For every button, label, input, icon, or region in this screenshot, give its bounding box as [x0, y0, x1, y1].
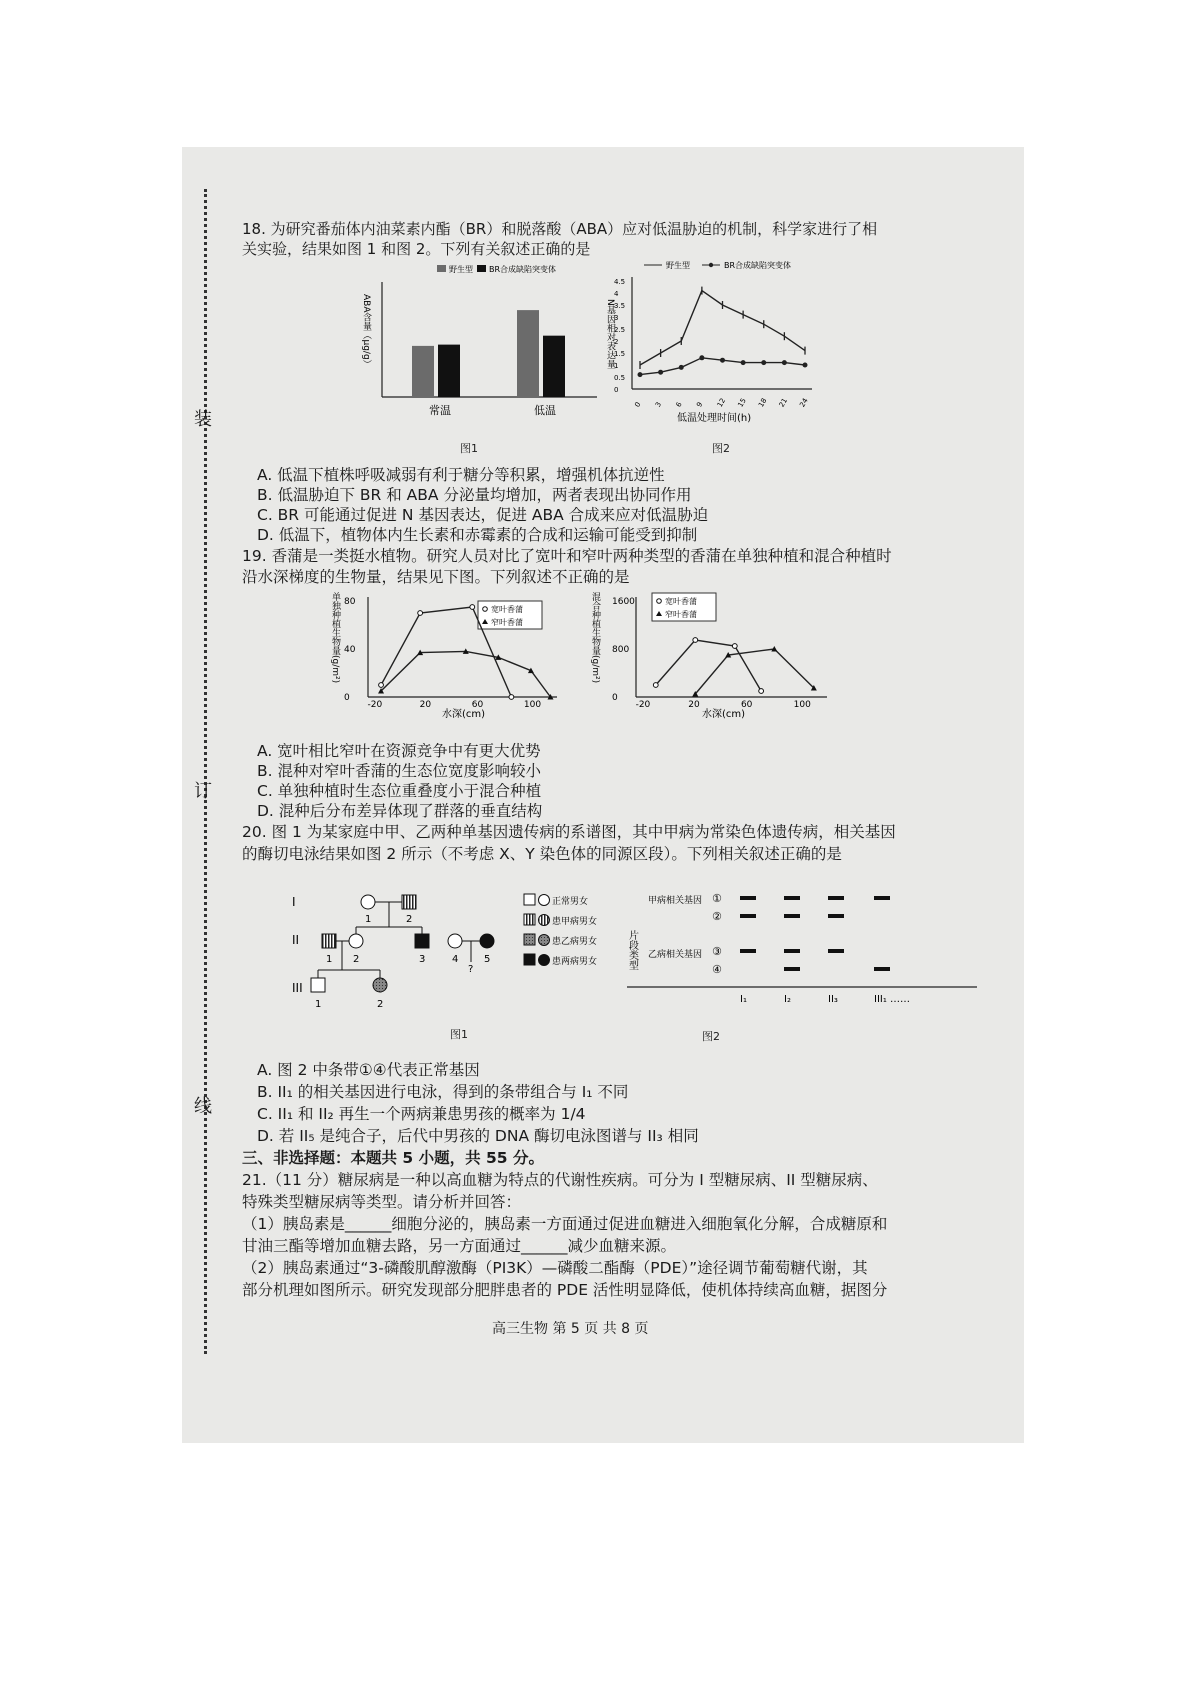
gen-II: II: [292, 933, 300, 947]
lane-label-1: I₁: [740, 994, 747, 1005]
gel-band: [740, 896, 756, 900]
data-point: [638, 372, 643, 377]
data-point-wide: [653, 683, 658, 688]
III1-male-normal: [311, 978, 325, 992]
y-tick-label: 1.5: [614, 350, 626, 358]
legend-female-jia: [539, 915, 550, 926]
exam-page: [182, 147, 1024, 1443]
q21-line-4: 甘油三酯等增加血糖去路，另一方面通过______减少血糖来源。: [242, 1237, 677, 1255]
II5-female-both: [480, 934, 494, 948]
q21-line-5: （2）胰岛素通过“3-磷酸肌醇激酶（PI3K）—磷酸二酯酶（PDE）”途径调节葡萄糖代谢，其: [242, 1259, 868, 1277]
q20-option-a: A. 图 2 中条带①④代表正常基因: [257, 1061, 480, 1079]
label-II4: 4: [452, 954, 459, 965]
y-tick-label: 1600: [612, 597, 635, 607]
q18-fig2-line-chart: [602, 259, 817, 444]
legend-swatch-mut: [477, 265, 486, 272]
legend-female-normal: [539, 895, 550, 906]
q19-option-c: C. 单独种植时生态位重叠度小于混合种植: [257, 782, 542, 800]
gen-I: I: [292, 895, 296, 909]
y-tick-label: 4: [614, 290, 619, 298]
II4-female-normal: [448, 934, 462, 948]
q20-stem-cont: 的酶切电泳结果如图 2 所示（不考虑 X、Y 染色体的同源区段）。下列相关叙述正确的是: [242, 845, 842, 863]
x-tick-label: -20: [367, 700, 383, 710]
label-III2: 2: [377, 999, 384, 1010]
q18-option-c: C. BR 可能通过促进 N 基因表达，促进 ABA 合成来应对低温胁迫: [257, 506, 709, 524]
q21-line-1: 21.（11 分）糖尿病是一种以高血糖为特点的代谢性疾病。可分为 I 型糖尿病、II 型糖尿病、: [242, 1171, 878, 1189]
gel-band: [874, 896, 890, 900]
x-tick-label: 100: [793, 700, 811, 710]
q19-option-a: A. 宽叶相比窄叶在资源竞争中有更大优势: [257, 742, 541, 760]
q20-pedigree: [292, 892, 622, 1022]
label-III1: 1: [315, 999, 322, 1010]
band-label-3: ③: [712, 945, 722, 958]
label-I2: 2: [406, 914, 413, 925]
y-axis-label: ABA含量（μg/g）: [361, 294, 371, 369]
q19-option-d: D. 混种后分布差异体现了群落的垂直结构: [257, 802, 543, 820]
data-point-wide: [379, 683, 384, 688]
x-tick-label: 100: [523, 700, 542, 710]
fragment-type-label: 片段类型: [626, 930, 638, 970]
legend-both: 患两病男女: [552, 957, 598, 967]
q21-line-3: （1）胰岛素是______细胞分泌的，胰岛素一方面通过促进血糖进入细胞氧化分解，合成糖原和: [242, 1215, 888, 1233]
I1-female-normal: [361, 895, 375, 909]
data-point-wide: [509, 695, 514, 700]
legend-wide: 宽叶香蒲: [491, 605, 523, 614]
y-tick-label: 3.5: [614, 302, 626, 310]
y-tick-label: 800: [612, 645, 630, 655]
q19-option-b: B. 混种对窄叶香蒲的生态位宽度影响较小: [257, 762, 541, 780]
data-point: [699, 355, 704, 360]
x-tick-label: 12: [715, 396, 728, 409]
legend-marker-mut: [709, 263, 713, 267]
lane-label-2: I₂: [784, 994, 791, 1005]
gen-III: III: [292, 981, 303, 995]
data-point: [658, 370, 663, 375]
x-tick-label: -20: [635, 700, 651, 710]
legend-mut: BR合成缺陷突变体: [724, 261, 792, 270]
q20-option-c: C. II₁ 和 II₂ 再生一个两病兼患男孩的概率为 1/4: [257, 1105, 586, 1123]
legend-wt: 野生型: [449, 265, 473, 274]
legend-yi: 患乙病男女: [552, 937, 598, 947]
II1-male-jia: [322, 934, 336, 948]
q19-chart-mixed: [592, 587, 842, 722]
data-point-wide: [732, 644, 737, 649]
bar-1-1: [543, 336, 565, 397]
label-II3: 3: [419, 954, 426, 965]
q20-fig1-caption: 图1: [450, 1028, 468, 1041]
gel-band: [828, 914, 844, 918]
gel-band: [740, 949, 756, 953]
gel-band: [828, 896, 844, 900]
q20-option-b: B. II₁ 的相关基因进行电泳，得到的条带组合与 I₁ 不同: [257, 1083, 629, 1101]
q18-option-d: D. 低温下，植物体内生长素和赤霉素的合成和运输可能受到抑制: [257, 526, 698, 544]
legend-normal: 正常男女: [552, 897, 589, 907]
series-line-1: [695, 649, 814, 694]
y-tick-label: 2.5: [614, 326, 626, 334]
gel-band: [784, 967, 800, 971]
II3-male-both: [415, 934, 429, 948]
q20-option-d: D. 若 II₅ 是纯合子，后代中男孩的 DNA 酶切电泳图谱与 II₃ 相同: [257, 1127, 699, 1145]
lane-label-3: II₃: [828, 994, 838, 1005]
data-point: [741, 360, 746, 365]
gel-band: [784, 949, 800, 953]
y-tick-label: 2: [614, 338, 619, 346]
y-axis-label: 混合种植生物量(g/m²): [590, 592, 600, 684]
q18-stem-cont: 关实验，结果如图 1 和图 2。下列有关叙述正确的是: [242, 240, 591, 258]
y-tick-label: 80: [344, 597, 356, 607]
y-tick-label: 40: [344, 645, 356, 655]
q21-line-6: 部分机理如图所示。研究发现部分肥胖患者的 PDE 活性明显降低，使机体持续高血糖，据图分: [242, 1281, 888, 1299]
series-line-1: [381, 651, 550, 697]
data-point: [803, 363, 808, 368]
legend-wide: 宽叶香蒲: [665, 597, 697, 606]
x-tick-label: 20: [688, 700, 700, 710]
legend-wt: 野生型: [666, 261, 690, 270]
binding-char-zhuang: 装: [194, 409, 212, 430]
x-tick-label: 15: [736, 396, 748, 409]
bar-1-0: [517, 310, 539, 397]
group-yi-label: 乙病相关基因: [648, 950, 703, 960]
gel-band: [828, 949, 844, 953]
y-axis-label: N基因相对表达量: [605, 299, 615, 369]
I2-male-jia: [402, 895, 416, 909]
lane-label-4: III₁ ……: [874, 994, 911, 1005]
x-tick-label: 3: [653, 400, 664, 409]
label-unknown-child: ?: [468, 964, 474, 975]
x-tick-label: 18: [757, 396, 769, 409]
band-label-2: ②: [712, 910, 722, 923]
y-tick-label: 0: [344, 693, 350, 703]
data-point-wide: [759, 689, 764, 694]
gel-band: [740, 914, 756, 918]
q19-stem: 19. 香蒲是一类挺水植物。研究人员对比了宽叶和窄叶两种类型的香蒲在单独种植和混合种植时: [242, 547, 892, 565]
page-footer: 高三生物 第 5 页 共 8 页: [492, 1321, 649, 1337]
q18-fig2-caption: 图2: [712, 442, 730, 455]
legend-narrow: 窄叶香蒲: [491, 618, 523, 627]
data-point: [720, 358, 725, 363]
y-tick-label: 0: [612, 693, 618, 703]
q20-electrophoresis: [622, 890, 982, 1025]
data-point-wide: [418, 611, 423, 616]
x-axis-label: 水深(cm): [442, 709, 486, 720]
q18-option-a: A. 低温下植株呼吸减弱有利于糖分等积累，增强机体抗逆性: [257, 466, 665, 484]
label-II2: 2: [353, 954, 360, 965]
legend-female-yi: [539, 935, 550, 946]
q19-chart-single: [332, 587, 582, 722]
legend-swatch-wt: [437, 265, 446, 272]
legend-mut: BR合成缺陷突变体: [489, 265, 557, 274]
gel-band: [784, 896, 800, 900]
data-point-wide: [470, 605, 475, 610]
x-axis-label: 水深(cm): [702, 709, 746, 720]
band-label-1: ①: [712, 892, 722, 905]
q20-fig2-caption: 图2: [702, 1030, 720, 1043]
data-point: [761, 360, 766, 365]
q20-stem: 20. 图 1 为某家庭中甲、乙两种单基因遗传病的系谱图，其中甲病为常染色体遗传病，相关基因: [242, 823, 896, 841]
data-point-wide: [693, 638, 698, 643]
q18-stem: 18. 为研究番茄体内油菜素内酯（BR）和脱落酸（ABA）应对低温胁迫的机制，科学家进行了相: [242, 220, 878, 238]
legend-male-yi: [524, 934, 535, 945]
series-line-0: [656, 640, 761, 691]
legend-male-both: [524, 954, 535, 965]
legend-jia: 患甲病男女: [552, 917, 598, 927]
y-tick-label: 3: [614, 314, 619, 322]
label-I1: 1: [365, 914, 372, 925]
y-tick-label: 1: [614, 362, 619, 370]
band-label-4: ④: [712, 963, 722, 976]
y-axis-label: 单独种植生物量(g/m²): [330, 592, 340, 684]
legend-female-both: [539, 955, 550, 966]
legend-male-normal: [524, 894, 535, 905]
binding-char-xian: 线: [194, 1096, 212, 1117]
q18-fig1-caption: 图1: [460, 442, 478, 455]
gel-band: [874, 967, 890, 971]
x-tick-label: 9: [695, 400, 705, 409]
x-tick-label: 24: [798, 396, 810, 409]
y-tick-label: 0: [614, 386, 619, 394]
x-tick-label: 20: [419, 700, 432, 710]
x-axis-label: 低温处理时间(h): [677, 413, 752, 424]
x-tick-label: 6: [674, 400, 684, 409]
q21-line-2: 特殊类型糖尿病等类型。请分析并回答：: [242, 1193, 522, 1211]
data-point: [679, 365, 684, 370]
binding-char-ding: 订: [194, 781, 212, 802]
category-label-cold: 低温: [534, 404, 556, 417]
III2-female-yi: [373, 978, 387, 992]
group-jia-label: 甲病相关基因: [648, 896, 703, 906]
legend-male-jia: [524, 914, 535, 925]
label-II5: 5: [484, 954, 491, 965]
x-tick-label: 21: [777, 396, 790, 409]
x-tick-label: 0: [633, 400, 643, 409]
q18-option-b: B. 低温胁迫下 BR 和 ABA 分泌量均增加，两者表现出协同作用: [257, 486, 692, 504]
y-tick-label: 4.5: [614, 278, 626, 286]
gel-band: [784, 914, 800, 918]
category-label-normal: 常温: [429, 404, 451, 417]
II2-female-normal: [349, 934, 363, 948]
section-3-heading: 三、非选择题：本题共 5 小题，共 55 分。: [242, 1149, 544, 1167]
q19-stem-cont: 沿水深梯度的生物量，结果见下图。下列叙述不正确的是: [242, 568, 630, 586]
bar-0-0: [412, 346, 434, 397]
binding-dotted-line: [204, 189, 207, 1354]
q18-fig1-bar-chart: [352, 262, 602, 432]
label-II1: 1: [326, 954, 333, 965]
data-point: [782, 360, 787, 365]
legend-narrow: 窄叶香蒲: [665, 610, 697, 619]
y-tick-label: 0.5: [614, 374, 626, 382]
x-tick-label: 60: [471, 700, 484, 710]
x-tick-label: 60: [740, 700, 753, 710]
bar-0-1: [438, 345, 460, 397]
